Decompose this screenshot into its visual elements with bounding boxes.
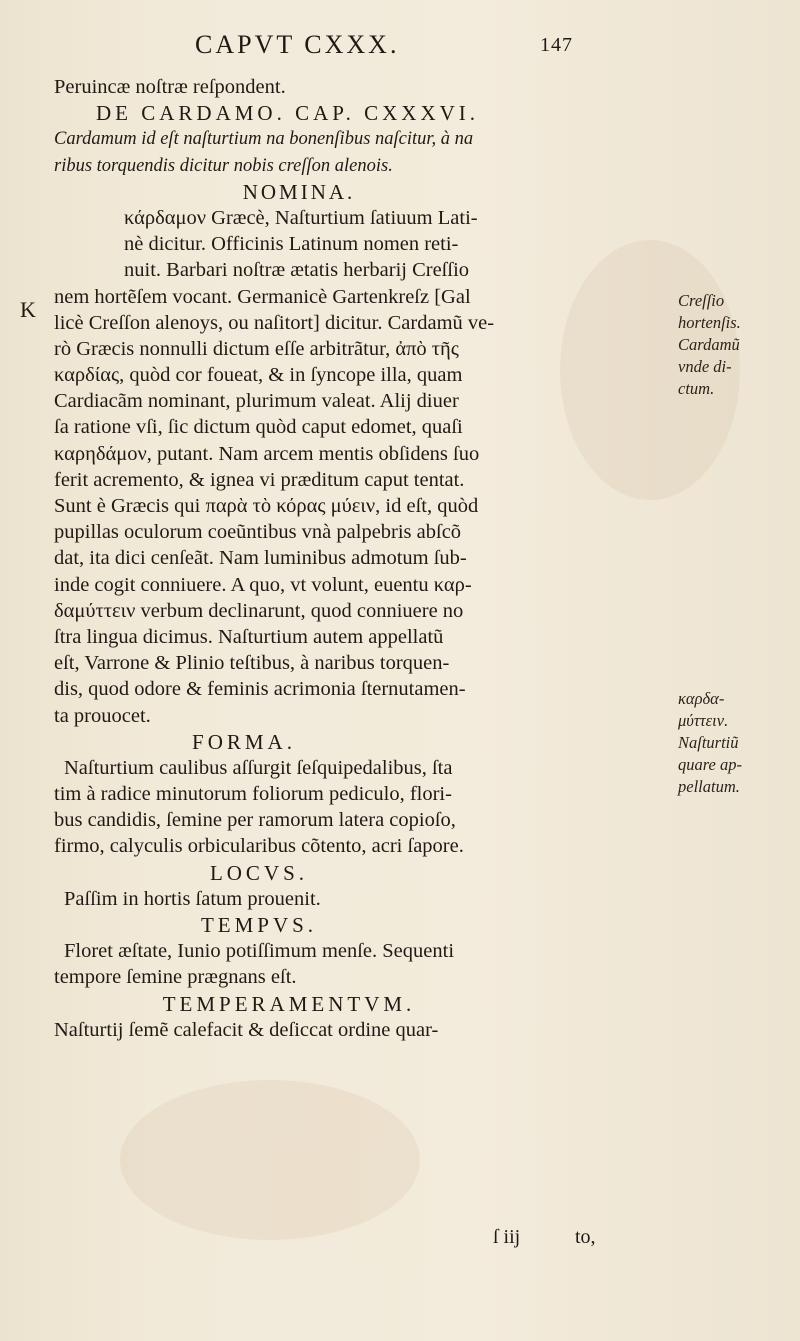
text-line: ta prouocet.: [54, 704, 151, 727]
text-line: δαμύττειν verbum declinarunt, quod conniuere no: [54, 599, 464, 622]
running-head: [195, 30, 715, 64]
text-line: καρδίας, quòd cor foueat, & in ſyncope illa, quam: [54, 364, 463, 387]
margin-note-line: Cardamũ: [678, 335, 740, 354]
margin-note-line: hortenſis.: [678, 313, 741, 332]
text-line: κάρδαμον Græcè, Naſturtium ſatiuum Lati-: [124, 206, 478, 229]
text-line: tim à radice minutorum foliorum pediculo, flori-: [54, 783, 452, 806]
margin-note-line: Creſſio: [678, 291, 725, 310]
text-line: nuit. Barbari noſtræ ætatis herbarij Creſſio: [124, 259, 470, 282]
margin-note-cressio: [678, 290, 788, 400]
text-line: Cardiacãm nominant, plurimum valeat. Alij diuer: [54, 390, 459, 413]
margin-note-line: μύττειν.: [678, 711, 729, 730]
margin-note-line: pellatum.: [678, 777, 740, 796]
section-heading-tempus: TEMPVS.: [200, 913, 318, 937]
section-heading-forma: FORMA.: [192, 729, 296, 754]
section-heading-temperamentum: TEMPERAMENTVM.: [162, 991, 416, 1016]
text-line: tempore ſemine prægnans eſt.: [54, 966, 297, 989]
text-line: bus candidis, ſemine per ramorum latera copioſo,: [54, 809, 456, 832]
margin-note-line: ctum.: [678, 379, 715, 398]
margin-note-cardamyttein: [678, 688, 788, 798]
signature-mark: ſ iij: [493, 1226, 521, 1248]
text-line: Paſſim in hortis ſatum prouenit.: [64, 887, 321, 910]
text-line: nem hortẽſem vocant. Germanicè Gartenkreſz [Gal: [54, 285, 471, 308]
text-line: Sunt è Græcis qui παρὰ τὸ κόρας μύειν, id eſt, quòd: [54, 495, 479, 517]
text-line: inde cogit conniuere. A quo, vt volunt, euentu καρ-: [54, 573, 472, 596]
chapter-heading: DE CARDAMO. CAP. CXXXVI.: [96, 101, 480, 126]
text-line: firmo, calyculis orbicularibus cõtento, acri ſapore.: [54, 835, 464, 858]
text-line: Peruincæ noſtræ reſpondent.: [54, 76, 286, 98]
text-line: dat, ita dici cenſeãt. Nam luminibus admotum ſub-: [54, 547, 467, 570]
text-line: rò Græcis nonnulli dictum eſſe arbitrãtur, ἀπὸ τῆς: [54, 337, 459, 360]
text-line: ſa ratione vſi, ſic dictum quòd caput edomet, quaſi: [54, 416, 463, 439]
marginal-letter-k: K: [20, 297, 36, 322]
text-line: nè dicitur. Officinis Latinum nomen reti-: [124, 233, 459, 256]
chapter-summary-line: Cardamum id eſt naſturtium na bonenſibus naſcitur, à na: [54, 129, 474, 150]
section-heading-nomina: NOMINA.: [242, 179, 356, 204]
text-line: pupillas oculorum coeũntibus vnà palpebris abſcõ: [54, 521, 462, 544]
text-line: Naſturtij ſemẽ calefacit & deſiccat ordine quar-: [54, 1018, 439, 1041]
text-line: καρηδάμον, putant. Nam arcem mentis obſidens ſuo: [54, 442, 480, 465]
text-line: ſtra lingua dicimus. Naſturtium autem appellatũ: [54, 625, 444, 648]
chapter-running-title: CAPVT CXXX.: [195, 30, 400, 59]
text-line: dis, quod odore & feminis acrimonia ſternutamen-: [54, 678, 466, 701]
margin-note-line: vnde di-: [678, 357, 732, 376]
margin-note-line: Naſturtiũ: [678, 733, 739, 752]
margin-note-line: quare ap-: [678, 755, 743, 774]
section-heading-locus: LOCVS.: [209, 860, 309, 885]
margin-note-line: καρδα-: [678, 689, 725, 708]
text-line: Floret æſtate, Iunio potiſſimum menſe. Sequenti: [64, 940, 455, 963]
catchword: to,: [575, 1226, 596, 1248]
text-line: eſt, Varrone & Plinio teſtibus, à naribus torquen-: [54, 652, 450, 675]
chapter-summary-line: ribus torquendis dicitur nobis creſſon alenois.: [54, 155, 393, 176]
page-number: 147: [540, 34, 573, 56]
text-line: Naſturtium caulibus aſſurgit ſeſquipedalibus, ſta: [64, 756, 453, 779]
main-text-column: [54, 74, 614, 1043]
text-line: licè Creſſon alenoys, ou naſitort] dicitur. Cardamũ ve-: [54, 311, 495, 334]
text-line: ferit acremento, & ignea vi præditum caput tentat.: [54, 468, 465, 491]
paper-stain: [120, 1080, 420, 1240]
